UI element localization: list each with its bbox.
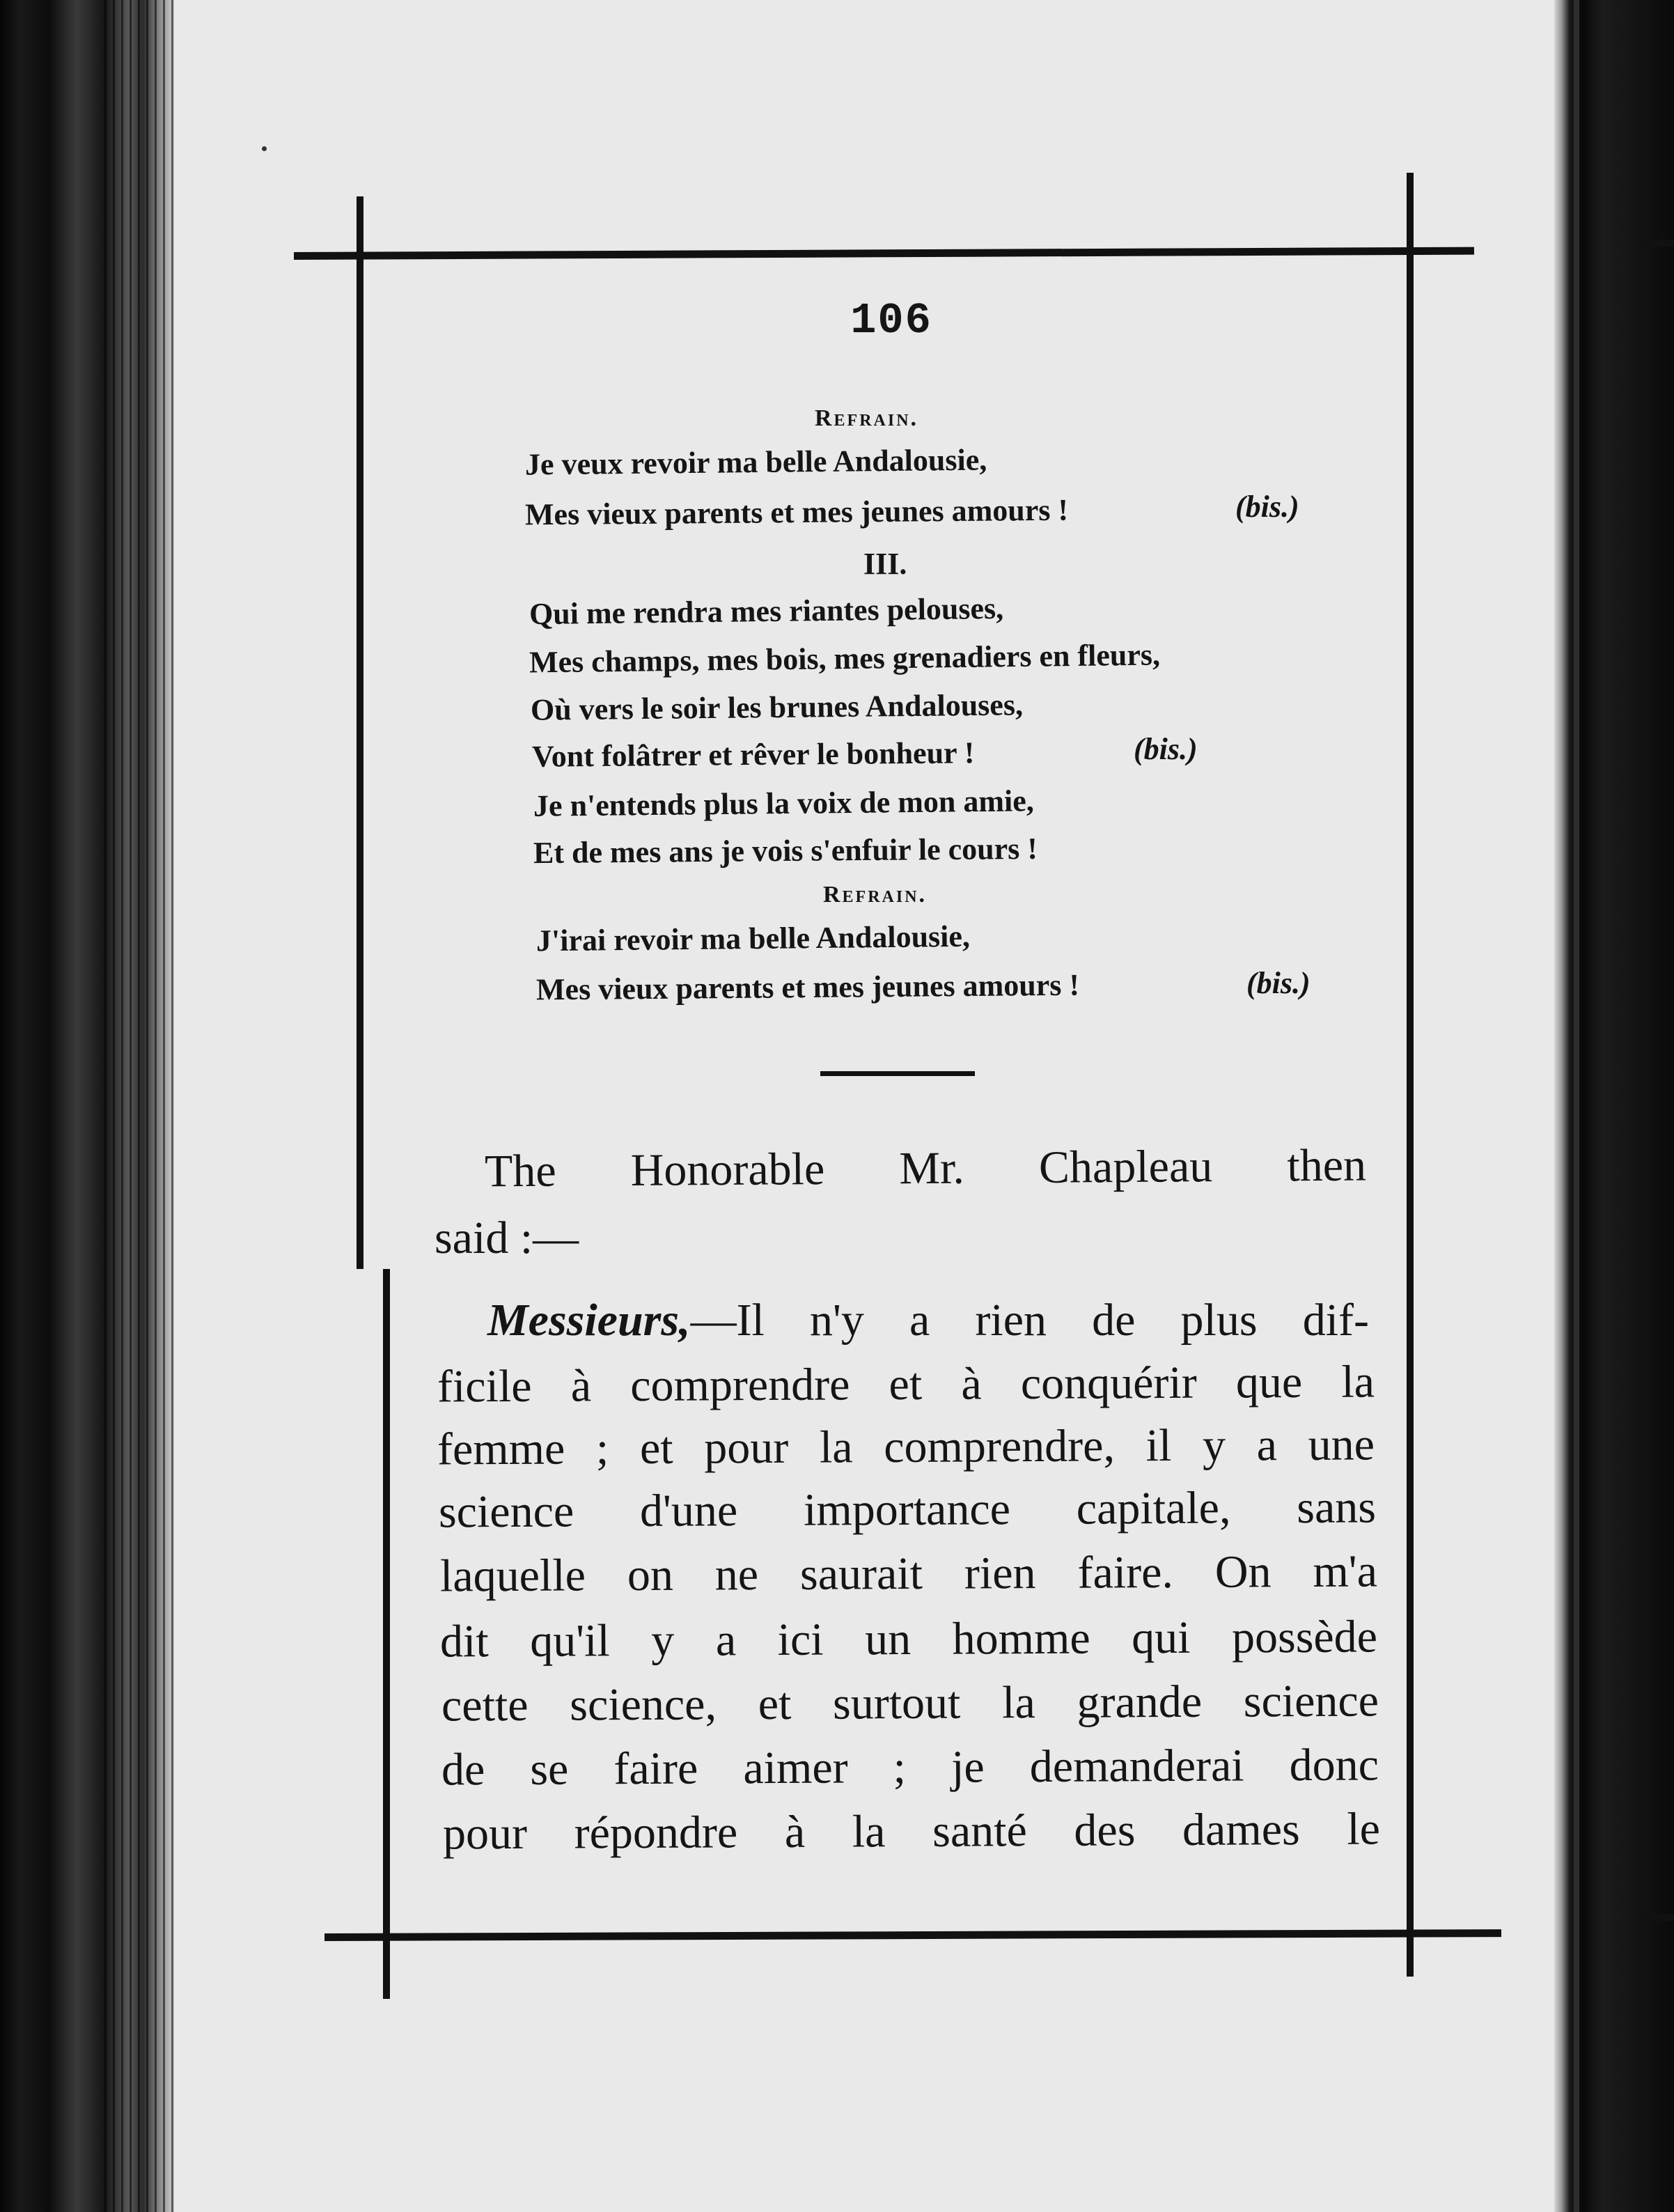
right-frame-stub-top bbox=[1642, 240, 1674, 247]
verse-line: Mes vieux parents et mes jeunes amours ! bbox=[535, 967, 1080, 1007]
speech-first-line-rest: —Il n'y a rien de plus dif- bbox=[690, 1295, 1369, 1346]
speech-line: pour répondre à la santé des dames le bbox=[442, 1803, 1381, 1860]
speech-first-line bbox=[487, 1294, 1369, 1347]
salutation: Messieurs, bbox=[487, 1295, 691, 1346]
refrain-heading: Refrain. bbox=[823, 882, 928, 908]
bis-mark: (bis.) bbox=[1134, 732, 1198, 766]
verse-line: J'irai revoir ma belle Andalousie, bbox=[535, 919, 971, 958]
page-number: 106 bbox=[850, 296, 932, 345]
verse-line: Et de mes ans je vois s'enfuir le cours ! bbox=[533, 831, 1038, 871]
verse-line: Vont folâtrer et rêver le bonheur ! bbox=[531, 735, 975, 774]
speech-line: laquelle on ne saurait rien faire. On m'a bbox=[439, 1545, 1378, 1602]
speech-line: dit qu'il y a ici un homme qui possède bbox=[439, 1611, 1378, 1667]
bis-mark: (bis.) bbox=[1235, 490, 1299, 524]
verse-line: Mes champs, mes bois, mes grenadiers en fleurs, bbox=[529, 637, 1161, 680]
speech-line: science d'une importance capitale, sans bbox=[438, 1481, 1377, 1538]
speech-line: cette science, et surtout la grande science bbox=[441, 1675, 1379, 1731]
right-rule bbox=[1407, 173, 1414, 1977]
speech-intro: The Honorable Mr. Chapleau then bbox=[484, 1139, 1367, 1197]
refrain-heading: Refrain. bbox=[815, 405, 919, 431]
top-rule bbox=[294, 247, 1474, 260]
section-separator bbox=[820, 1071, 975, 1076]
right-frame-stub-bottom bbox=[1636, 1914, 1674, 1921]
bottom-rule bbox=[324, 1929, 1501, 1941]
stanza-number: III. bbox=[863, 547, 907, 581]
verse-line: Je veux revoir ma belle Andalousie, bbox=[524, 442, 987, 482]
left-rule bbox=[357, 196, 363, 1269]
speech-intro: said :— bbox=[435, 1213, 579, 1263]
speech-line: de se faire aimer ; je demanderai donc bbox=[441, 1739, 1379, 1796]
verse-line: Mes vieux parents et mes jeunes amours ! bbox=[524, 492, 1069, 532]
verse-line: Où vers le soir les brunes Andalouses, bbox=[530, 687, 1024, 727]
speech-line: ficile à comprendre et à conquérir que la bbox=[437, 1356, 1375, 1412]
verse-line: Qui me rendra mes riantes pelouses, bbox=[529, 591, 1004, 632]
right-page-edge bbox=[1554, 0, 1674, 2212]
page-edges bbox=[104, 0, 174, 2212]
dust-speck bbox=[262, 146, 267, 151]
verse-line: Je n'entends plus la voix de mon amie, bbox=[533, 784, 1034, 823]
bis-mark: (bis.) bbox=[1246, 966, 1311, 1000]
left-rule-lower bbox=[383, 1269, 390, 1999]
speech-line: femme ; et pour la comprendre, il y a une bbox=[437, 1419, 1375, 1475]
right-edge-bar bbox=[1574, 0, 1579, 2212]
